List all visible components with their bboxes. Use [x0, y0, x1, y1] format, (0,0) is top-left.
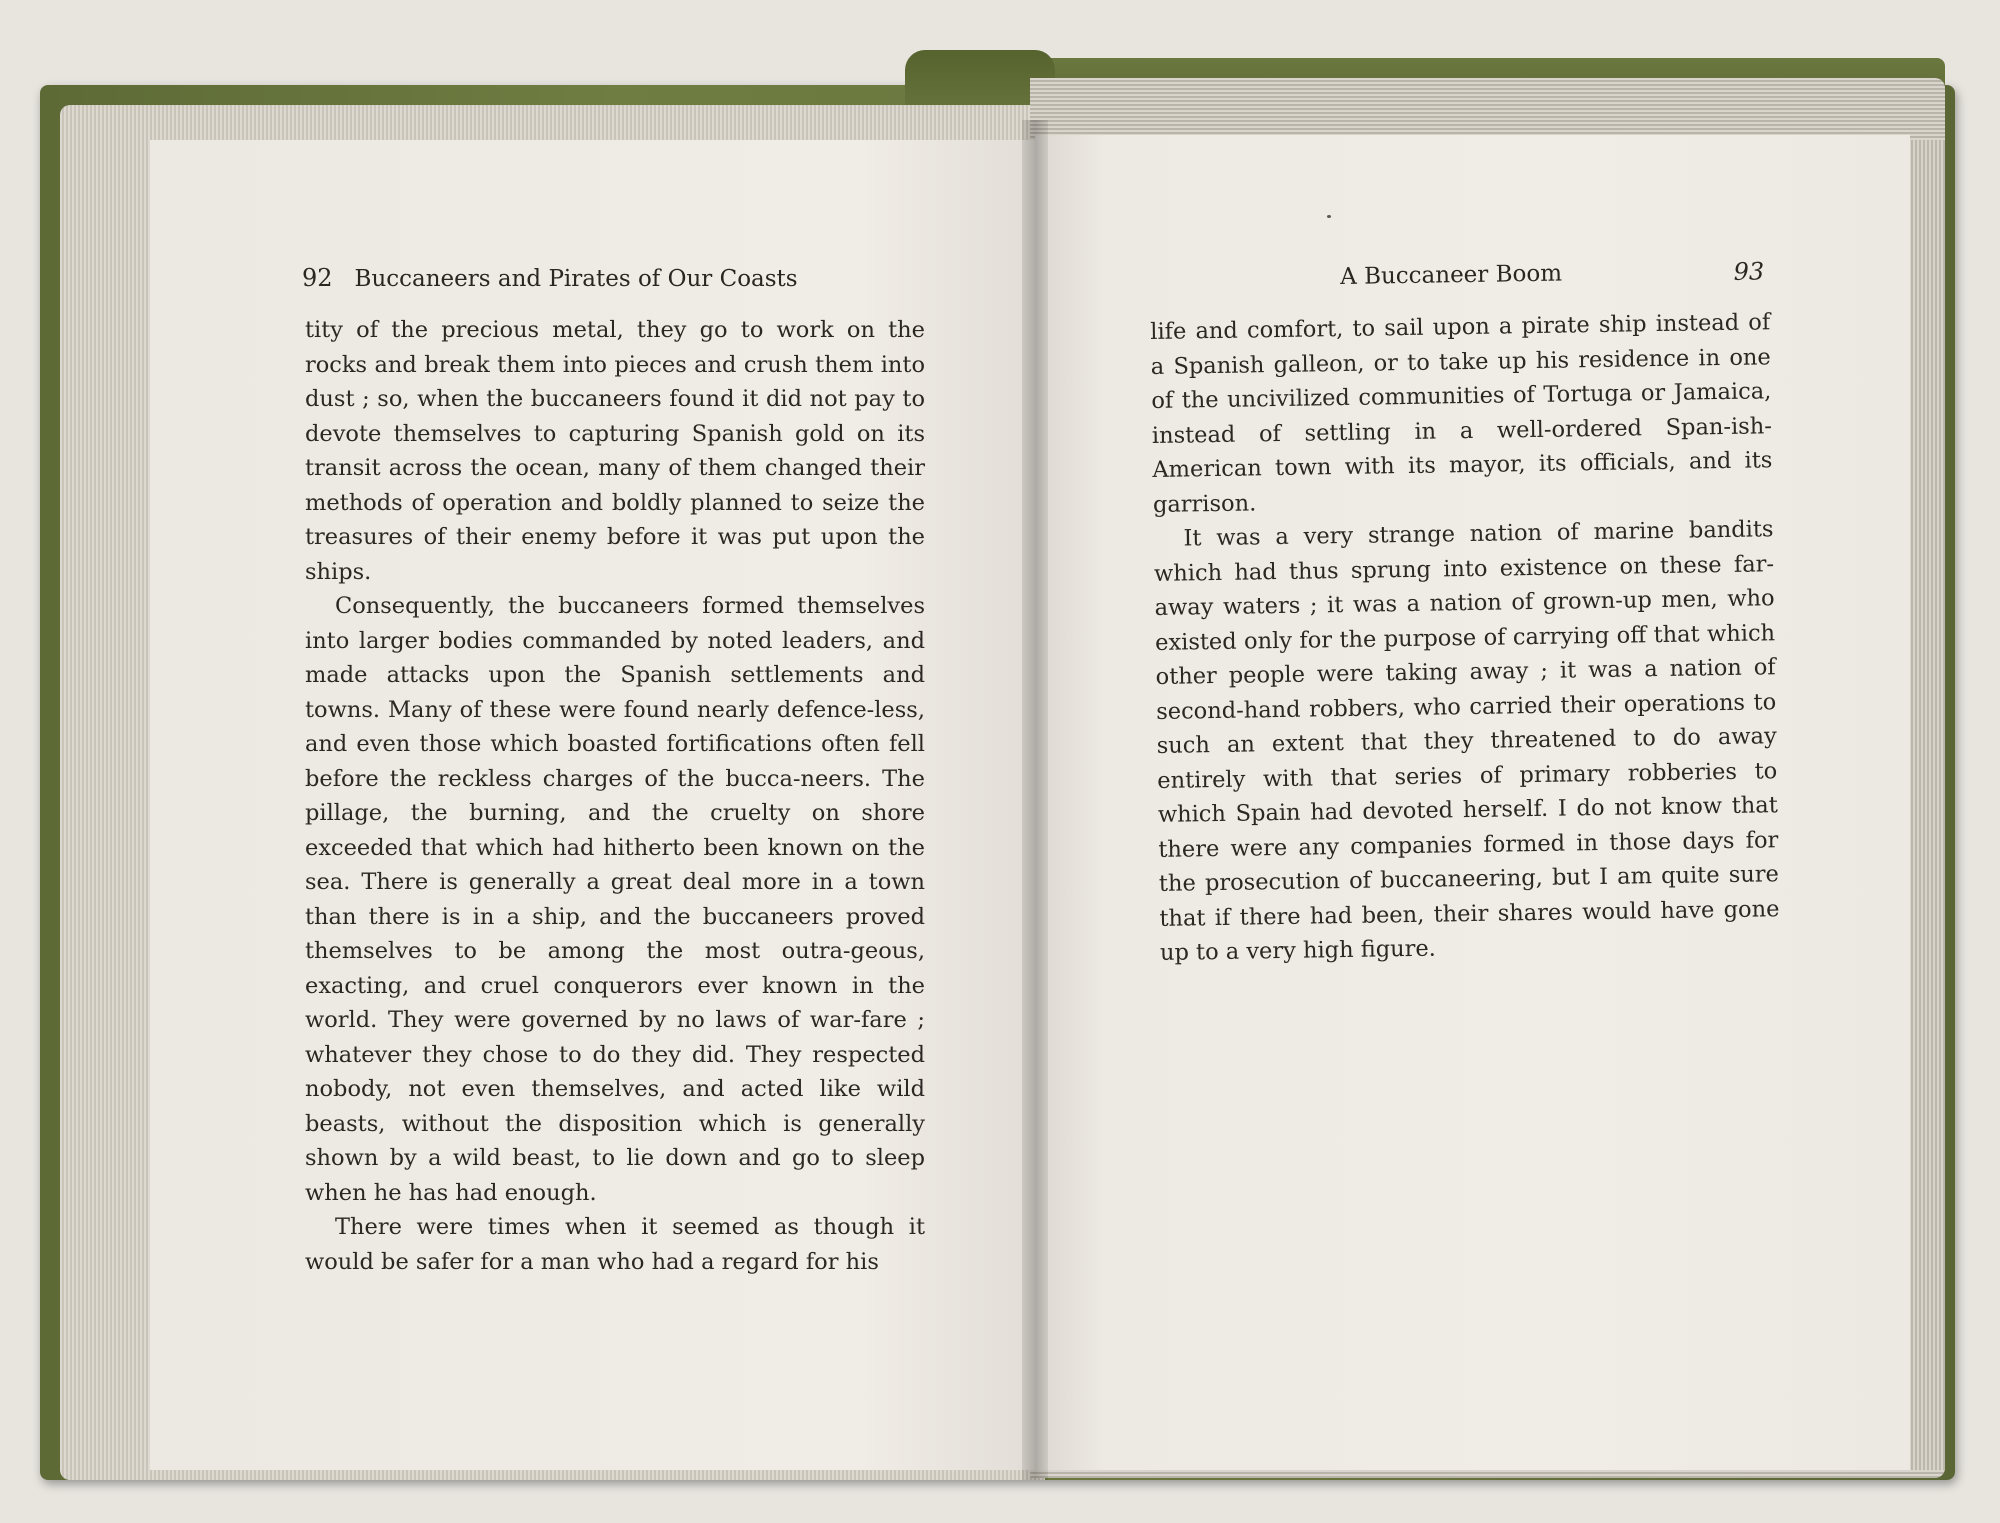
left-paragraph-2: Consequently, the buccaneers formed themselves into larger bodies commanded by noted leaders, and made attacks upon the Spanish settlements and towns. Many of these were found nearly defence-less, and even those which boasted fortifications often fell before the reckless charges of the bucca-neers. The pillage, the burning, and the cruelty on shore exceeded that which had hitherto been known on the sea. There is generally a great deal more in a town than there is in a ship, and the buccaneers proved themselves to be among the most outra-geous, exacting, and cruel conquerors ever known in the world. They were governed by no laws of war-fare ; whatever they chose to do they did. They respected nobody, not even themselves, and acted like wild beasts, without the disposition which is generally shown by a wild beast, to lie down and go to sleep when he has had enough. — [305, 593, 925, 1206]
page-edges-fore-edge — [1905, 140, 1945, 1470]
right-running-title: A Buccaneer Boom — [1339, 260, 1563, 291]
right-page-header — [1150, 257, 1770, 291]
left-paragraph-3: There were times when it seemed as though it would be safer for a man who had a regard for his — [305, 1214, 925, 1275]
book-gutter — [1022, 120, 1048, 1480]
left-paragraph-1: tity of the precious metal, they go to work on the rocks and break them into pieces and crush them into dust ; so, when the buccaneers found it did not pay to devote themselves to capturing Spanish gold on its transit across the ocean, many of them changed their methods of operation and boldly planned to seize the treasures of their enemy before it was put upon the ships. — [305, 317, 925, 585]
right-paragraph-2: It was a very strange nation of marine bandits which had thus sprung into existence on these far-away waters ; it was a nation of grown-up men, who existed only for the purpose of carrying off that which other people were taking away ; it was a nation of second-hand robbers, who carried their operations to such an extent that they threatened to do away entirely with that series of primary robberies to which Spain had devoted herself. I do not know that there were any companies formed in those days for the prosecution of buccaneering, but I am quite sure that if there had been, their shares would have gone up to a very high figure. — [1153, 516, 1780, 966]
left-page — [150, 140, 1035, 1470]
right-page-body — [1150, 305, 1780, 970]
right-page — [1035, 135, 1910, 1470]
right-paragraph-1: life and comfort, to sail upon a pirate ship instead of a Spanish galleon, or to take up his residence in one of the uncivilized communities of Tortuga or Jamaica, instead of settling in a well-ordered Span-ish-American town with its mayor, its officials, and its garrison. — [1150, 309, 1773, 518]
right-page-number: 93 — [1733, 257, 1765, 286]
left-page-header — [302, 264, 922, 292]
left-running-title: Buccaneers and Pirates of Our Coasts — [354, 266, 798, 292]
ink-speck — [1327, 215, 1331, 218]
left-page-body — [305, 313, 925, 1279]
left-page-number: 92 — [302, 264, 333, 292]
